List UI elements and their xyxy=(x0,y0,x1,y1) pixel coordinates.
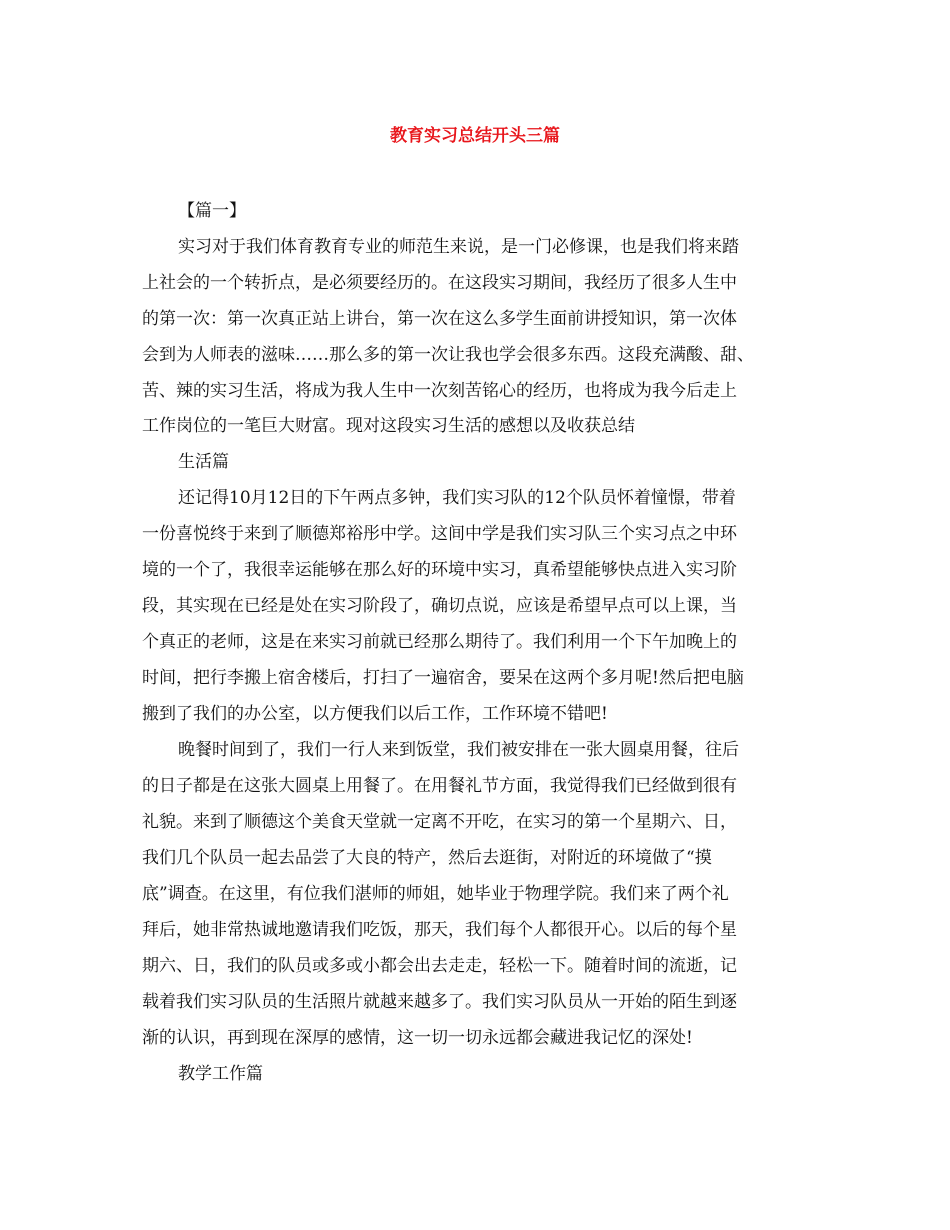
paragraph-line: 拜后，她非常热诚地邀请我们吃饭，那天，我们每个人都很开心。以后的每个星 xyxy=(142,920,737,940)
document-title: 教育实习总结开头三篇 xyxy=(390,126,560,146)
paragraph-line: 一份喜悦终于来到了顺德郑裕彤中学。这间中学是我们实习队三个实习点之中环 xyxy=(142,524,737,544)
paragraph-line: 上社会的一个转折点，是必须要经历的。在这段实习期间，我经历了很多人生中 xyxy=(142,273,737,293)
paragraph-line: 底”调查。在这里，有位我们湛师的师姐，她毕业于物理学院。我们来了两个礼 xyxy=(142,884,729,904)
paragraph-line: 晚餐时间到了，我们一行人来到饭堂，我们被安排在一张大圆桌用餐，往后 xyxy=(178,740,739,760)
section-heading: 生活篇 xyxy=(178,452,229,472)
paragraph-line: 实习对于我们体育教育专业的师范生来说，是一门必修课，也是我们将来踏 xyxy=(178,237,739,257)
paragraph-line: 会到为人师表的滋味……那么多的第一次让我也学会很多东西。这段充满酸、甜、 xyxy=(142,345,754,365)
paragraph-line: 段，其实现在已经是处在实习阶段了，确切点说，应该是希望早点可以上课，当 xyxy=(142,596,737,616)
paragraph-line: 载着我们实习队员的生活照片就越来越多了。我们实习队员从一开始的陌生到逐 xyxy=(142,992,737,1012)
paragraph-line: 我们几个队员一起去品尝了大良的特产，然后去逛街，对附近的环境做了“摸 xyxy=(142,848,712,868)
section-heading: 教学工作篇 xyxy=(178,1064,263,1084)
paragraph-line: 境的一个了，我很幸运能够在那么好的环境中实习，真希望能够快点进入实习阶 xyxy=(142,560,737,580)
paragraph-line: 时间，把行李搬上宿舍楼后，打扫了一遍宿舍，要呆在这两个多月呢!然后把电脑 xyxy=(142,668,744,688)
paragraph-line: 期六、日，我们的队员或多或小都会出去走走，轻松一下。随着时间的流逝，记 xyxy=(142,956,737,976)
paragraph-line: 的日子都是在这张大圆桌上用餐了。在用餐礼节方面，我觉得我们已经做到很有 xyxy=(142,776,737,796)
paragraph-line: 的第一次：第一次真正站上讲台，第一次在这么多学生面前讲授知识，第一次体 xyxy=(142,309,737,329)
paragraph-line: 个真正的老师，这是在来实习前就已经那么期待了。我们利用一个下午加晚上的 xyxy=(142,632,737,652)
paragraph-line: 苦、辣的实习生活，将成为我人生中一次刻苦铭心的经历，也将成为我今后走上 xyxy=(142,381,737,401)
paragraph-line: 还记得10月12日的下午两点多钟，我们实习队的12个队员怀着憧憬，带着 xyxy=(178,488,736,508)
paragraph-line: 搬到了我们的办公室，以方便我们以后工作，工作环境不错吧! xyxy=(142,704,608,724)
section-heading: 【篇一】 xyxy=(178,201,246,221)
paragraph-line: 礼貌。来到了顺德这个美食天堂就一定离不开吃，在实习的第一个星期六、日， xyxy=(142,812,737,832)
paragraph-line: 渐的认识，再到现在深厚的感情，这一切一切永远都会藏进我记忆的深处! xyxy=(142,1028,693,1048)
paragraph-line: 工作岗位的一笔巨大财富。现对这段实习生活的感想以及收获总结 xyxy=(142,416,635,436)
